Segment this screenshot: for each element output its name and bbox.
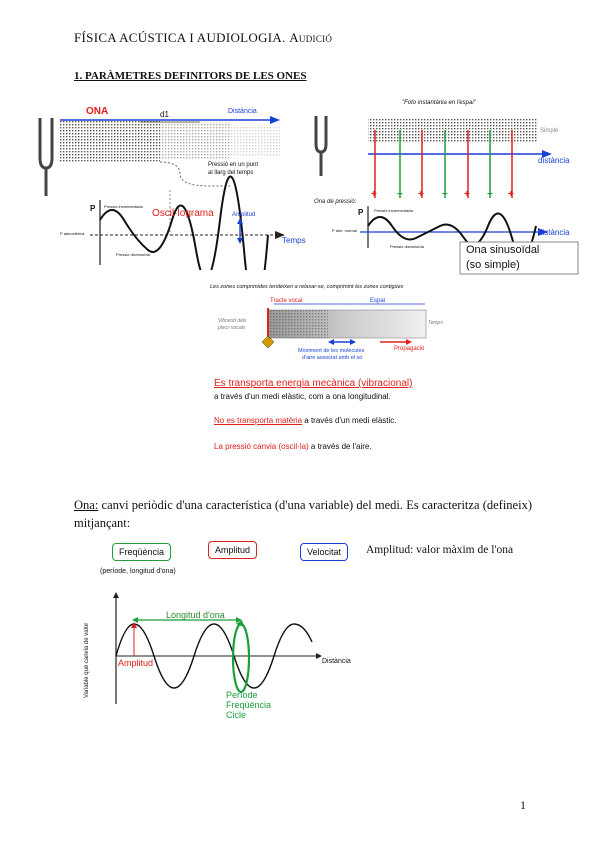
figure-vocal-tract <box>210 298 450 373</box>
para-text: canvi periòdic d'una característica (d'una variable) del medi. Es caracteritza (defineix) mitjançant: <box>74 498 532 530</box>
label-temps: Temps <box>282 236 306 245</box>
paragraph-ona <box>74 496 532 532</box>
svg-text:−: − <box>397 189 403 200</box>
label-distancia: Distància <box>228 108 257 115</box>
svg-text:+: + <box>508 189 514 200</box>
label-ona-pressio: Ona de pressió: <box>314 199 357 205</box>
note-energia: Es transporta energia mecànica (vibracional) <box>214 378 413 389</box>
label-longitud: Longitud d'ona <box>166 610 225 620</box>
label-pressio-dism2: Pressió disminuïda <box>390 244 424 249</box>
label-temps3: Temps <box>428 320 443 326</box>
label-pressio-aug: Pressió incrementada <box>104 204 143 209</box>
svg-text:−: − <box>442 189 448 200</box>
label-distancia-top: distància <box>538 156 570 165</box>
box-frequencia: Freqüència <box>112 543 171 561</box>
label-pressio-dism: Pressió disminuïda <box>116 252 150 257</box>
label-p-atm: P atmosfèrica <box>60 231 85 236</box>
note-pressio-rest: a través de l'aire. <box>308 442 372 451</box>
label-periode: Període <box>226 690 258 700</box>
svg-text:+: + <box>464 189 470 200</box>
header-title: FÍSICA ACÚSTICA I AUDIOLOGIA. <box>74 30 286 45</box>
svg-text:+: + <box>371 189 377 200</box>
label-cicle: Cicle <box>226 710 247 720</box>
page-number: 1 <box>520 798 526 812</box>
label-distancia4: Distància <box>322 658 351 665</box>
label-amplitud4: Amplitud <box>118 658 154 668</box>
label-frequencia4: Freqüència <box>226 700 272 710</box>
figure-space-snapshot <box>310 98 590 278</box>
section-title: 1. PARÀMETRES DEFINITORS DE LES ONES <box>74 70 307 82</box>
label-propagacio: Propagació <box>394 346 425 352</box>
label-p2: P <box>358 208 364 217</box>
caption-zones: Les zones comprimides tendeixen a relaxar-se, comprimint les zones contigües <box>210 284 404 290</box>
label-foto: "Foto instantània en l'espai" <box>402 100 476 106</box>
header-subtitle: Audició <box>289 30 333 45</box>
note-pressio <box>214 442 372 451</box>
label-d1: d1 <box>160 110 169 119</box>
label-distancia-bottom: distància <box>538 228 570 237</box>
label-so-simple: (so simple) <box>466 259 520 271</box>
note-materia-highlight: No es transporta matèria <box>214 416 303 425</box>
note-pressio-highlight: La pressió canvia (oscil·la) <box>214 442 309 451</box>
figure-wave-oscillogram <box>30 100 310 270</box>
svg-text:+: + <box>418 189 424 200</box>
label-al-llarg: al llarg del temps <box>208 170 254 176</box>
tuning-fork-icon <box>40 118 52 196</box>
label-espai: Espai <box>370 298 386 304</box>
label-moviment-2: d'aire associat amb el so <box>302 355 363 361</box>
label-plecs: plecs vocals <box>218 325 246 331</box>
label-pressio-punt: Pressió en un punt <box>208 162 259 168</box>
label-oscilograma: Oscil·lograma <box>152 208 214 219</box>
page-header <box>74 30 332 46</box>
figure-sine-wave <box>86 590 366 720</box>
svg-text:−: − <box>487 189 493 200</box>
label-pressio-incr: Pressió incrementada <box>374 208 413 213</box>
label-vibracio: Vibració dels <box>218 318 247 324</box>
label-p-atm2: P atm. normal <box>332 228 357 233</box>
note-materia <box>214 416 397 425</box>
label-p: P <box>90 204 96 213</box>
label-ona: ONA <box>86 106 109 117</box>
label-tracte-vocal: Tracte vocal <box>270 298 303 304</box>
amplitud-definition: Amplitud: valor màxim de l'ona <box>366 544 514 556</box>
box-amplitud: Amplitud <box>208 541 257 559</box>
label-moviment-1: Moviment de les molècules <box>298 348 365 354</box>
label-ona-sinus: Ona sinusoïdal <box>466 244 540 256</box>
label-frequencia-sub: (període, longitud d'ona) <box>100 568 176 575</box>
para-term: Ona: <box>74 498 99 512</box>
box-velocitat: Velocitat <box>300 543 348 561</box>
axis-label-variable: Variable que canvia de valor <box>84 622 90 698</box>
label-simple: Simple <box>540 128 559 134</box>
tuning-fork-icon <box>316 116 326 176</box>
label-amplitud: Amplitud <box>232 212 256 218</box>
note-materia-rest: a través d'un medi elàstic. <box>302 416 397 425</box>
note-energia-2: a través d'un medi elàstic, com a ona longitudinal. <box>214 392 391 401</box>
